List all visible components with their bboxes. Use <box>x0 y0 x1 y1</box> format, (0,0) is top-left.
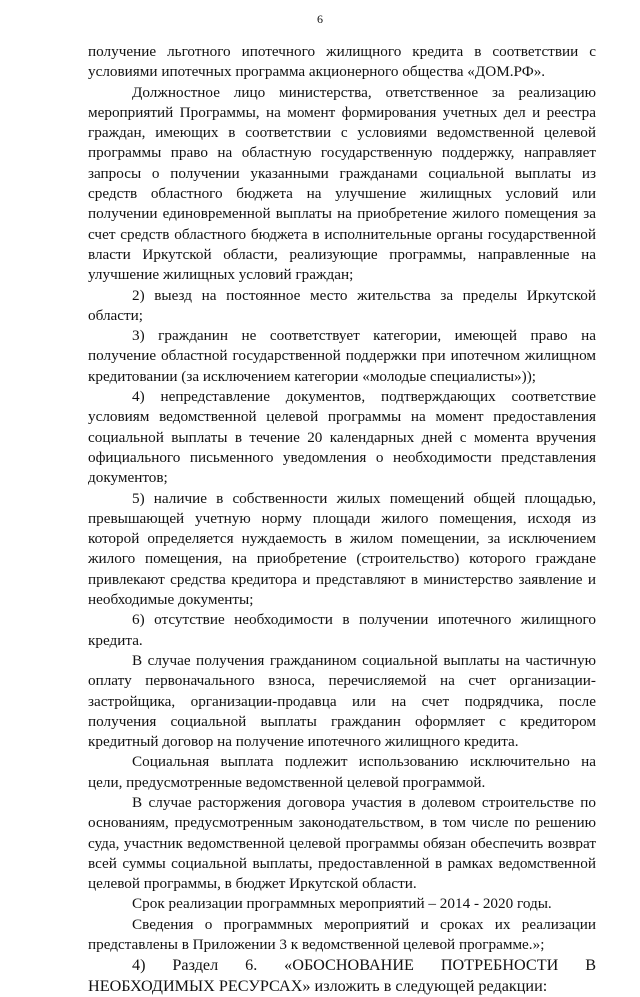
paragraph-contract-termination: В случае расторжения договора участия в долевом строительстве по основаниям, предусмотренным законодательством, в том числе по решению суда, участник ведомственной целевой программы обязан обеспечить возврат всей суммы социальной выплаты, предоставленной в рамках ведомственной целевой программы, в бюджет Иркутской области. <box>88 793 596 893</box>
document-body <box>88 42 596 997</box>
page-number: 6 <box>317 12 323 26</box>
paragraph-continuation: получение льготного ипотечного жилищного кредита в соответствии с условиями ипотечных программа акционерного общества «ДОМ.РФ». <box>88 43 596 81</box>
paragraph-purpose: Социальная выплата подлежит использованию исключительно на цели, предусмотренные ведомственной целевой программой. <box>88 753 596 791</box>
paragraph-term: Срок реализации программных мероприятий – 2014 - 2020 годы. <box>132 895 552 913</box>
list-item-5: 5) наличие в собственности жилых помещений общей площадью, превышающей учетную норму площади жилого помещения, исходя из которой определяется нуждаемость в жилом помещении, за исключением жилого помещения, на приобретение (строительство) которого граждане привлекают средства кредитора и представляют в министерство заявление и необходимые документы; <box>88 489 596 609</box>
list-item-2: 2) выезд на постоянное место жительства за пределы Иркутской области; <box>88 286 596 324</box>
list-item-6: 6) отсутствие необходимости в получении ипотечного жилищного кредита. <box>88 611 596 649</box>
list-item-4: 4) непредставление документов, подтверждающих соответствие условиям ведомственной целевой программы на момент предоставления социальной выплаты в течение 20 календарных дней с момента вручения официального письменного уведомления о необходимости представления документов; <box>88 388 596 487</box>
paragraph-appendix-reference: Сведения о программных мероприятий и сроках их реализации представлены в Приложении 3 к ведомственной целевой программе.»; <box>88 915 596 954</box>
list-item-3: 3) гражданин не соответствует категории, имеющей право на получение областной государственной поддержки при ипотечном жилищном кредитовании (за исключением категории «молодые специалисты»)); <box>88 327 596 385</box>
paragraph-section-6-amendment: 4) Раздел 6. «ОБОСНОВАНИЕ ПОТРЕБНОСТИ В НЕОБХОДИМЫХ РЕСУРСАХ» изложить в следующей редакции: <box>88 956 596 996</box>
paragraph-down-payment: В случае получения гражданином социальной выплаты на частичную оплату первоначального взноса, перечисляемой на счет организации-застройщика, организации-продавца или на счет подрядчика, после получения социальной выплаты гражданин оформляет с кредитором кредитный договор на получение ипотечного жилищного кредита. <box>88 651 596 751</box>
paragraph-official-requests: Должностное лицо министерства, ответственное за реализацию мероприятий Программы, на момент формирования учетных дел и реестра граждан, имеющих в соответствии с условиями ведомственной целевой программы право на областную государственную поддержку, направляет запросы о получении указанными гражданами социальной выплаты из средств областного бюджета на улучшение жилищных условий или получении единовременной выплаты на приобретение жилого помещения за счет средств областного бюджета в исполнительные органы государственной власти Иркутской области, реализующие программы, направленные на улучшение жилищных условий граждан; <box>88 83 596 284</box>
